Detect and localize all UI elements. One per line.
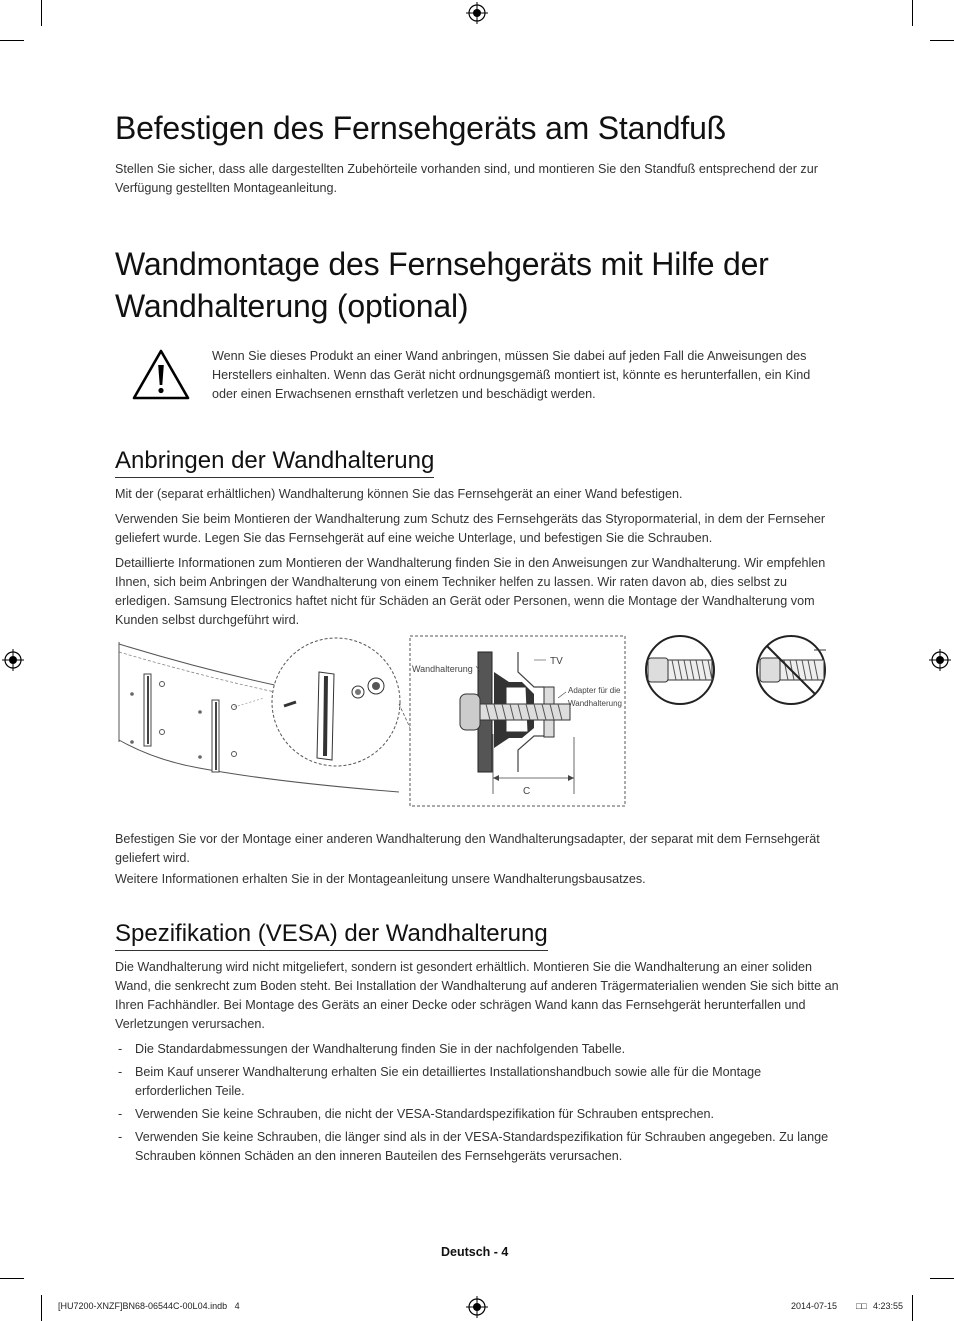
vesa-bullet-item: - Die Standardabmessungen der Wandhalterung finden Sie in der nachfolgenden Tabelle.: [115, 1040, 840, 1059]
vesa-paragraph: Die Wandhalterung wird nicht mitgeliefert, sondern ist gesondert erhältlich. Montieren Sie die Wandhalterung an einer soliden Wand, die senkrecht zum Boden steht. Bei Installation der Wandhalterung auf anderen Trägermaterialien wenden Sie sich bitte an Ihren Fachhändler. Bei Montage des Geräts an einer Decke oder schrägen Wand kann das Fernsehgerät herunterfallen und Verletzungen verursachen.: [115, 960, 839, 1031]
vesa-section-title: Spezifikation (VESA) der Wandhalterung: [115, 919, 548, 951]
stand-section-title: Befestigen des Fernsehgeräts am Standfuß: [115, 110, 727, 146]
vesa-bullet-list: [115, 1040, 840, 1170]
label-wandhalterung: Wandhalterung: [412, 664, 473, 674]
warning-text: Wenn Sie dieses Produkt an einer Wand anbringen, müssen Sie dabei auf jeden Fall die Anweisungen des Herstellers einhalten. Wenn das Gerät nicht ordnungsgemäß montiert ist, könnte es herunterfallen, ein Kind oder einen Erwachsenen ernsthaft verletzen und beschädigt werden.: [212, 349, 811, 401]
label-adapter-2: Wandhalterung: [568, 699, 622, 708]
registration-mark-bottom-icon: [466, 1296, 488, 1318]
warning-triangle-icon: [131, 347, 191, 401]
footer-time: 4:23:55: [873, 1301, 904, 1311]
registration-mark-top-icon: [466, 2, 488, 24]
anbringen-section-title: Anbringen der Wandhalterung: [115, 446, 434, 478]
registration-mark-right-icon: [929, 649, 951, 671]
crop-mark-bottom-right-h: [930, 1278, 954, 1279]
bullet-dash: -: [118, 1130, 123, 1144]
bullet-dash: -: [118, 1065, 123, 1079]
label-tv: TV: [550, 656, 563, 667]
wall-mount-title-line1: Wandmontage des Fernsehgeräts mit Hilfe der: [115, 246, 769, 282]
registration-mark-left-icon: [2, 649, 24, 671]
footer-file-name: [HU7200-XNZF]BN68-06544C-00L04.indb 4: [58, 1301, 240, 1311]
label-adapter-1: Adapter für die: [568, 686, 621, 695]
crop-mark-top-left-h: [0, 40, 24, 41]
bullet-dash: -: [118, 1042, 123, 1056]
crop-mark-bottom-left-v: [41, 1295, 42, 1321]
crop-mark-bottom-right-v: [912, 1295, 913, 1321]
bullet-dash: -: [118, 1107, 123, 1121]
crop-mark-top-right-h: [930, 40, 954, 41]
page-number: Deutsch - 4: [441, 1245, 509, 1259]
anbringen-paragraph-3: Detaillierte Informationen zum Montieren der Wandhalterung finden Sie in den Anweisungen zur Wandhalterung. Wir empfehlen Ihnen, sich beim Anbringen der Wandhalterung von einem Techniker helfen zu lassen. Wir raten davon ab, dies selbst zu erledigen. Samsung Electronics haftet nicht für Schäden an Gerät oder Personen, wenn die Montage der Wandhalterung vom Kunden selbst durchgeführt wird.: [115, 556, 826, 627]
label-c: C: [523, 786, 531, 797]
anbringen-paragraph-4: Befestigen Sie vor der Montage einer anderen Wandhalterung den Wandhalterungsadapter, der separat mit dem Fernsehgerät geliefert wird.: [115, 832, 820, 865]
cross-section-diagram: [410, 636, 625, 806]
wall-mount-figure: [114, 632, 842, 812]
footer-time-glyphs: □□: [856, 1301, 867, 1311]
vesa-bullet-item: - Verwenden Sie keine Schrauben, die nicht der VESA-Standardspezifikation für Schrauben entsprechen.: [115, 1105, 840, 1124]
wall-mount-title-line2: Wandhalterung (optional): [115, 288, 469, 324]
vesa-bullet-item: - Verwenden Sie keine Schrauben, die länger sind als in der VESA-Standardspezifikation für Schrauben angegeben. Zu lange Schrauben können Schäden an den inneren Bauteilen des Fernsehgeräts verursachen.: [118, 1130, 829, 1163]
footer-date: 2014-07-15: [791, 1301, 838, 1311]
screw-not-ok-icon: [757, 636, 826, 704]
crop-mark-top-right-v: [912, 0, 913, 26]
vesa-bullet-item: - Beim Kauf unserer Wandhalterung erhalten Sie ein detailliertes Installationshandbuch sowie alle für die Montage erforderlichen Teile.: [118, 1065, 762, 1098]
stand-section-text: Stellen Sie sicher, dass alle dargestellten Zubehörteile vorhanden sind, und montieren Sie den Standfuß entsprechend der zur Verfügung gestellten Montageanleitung.: [115, 162, 818, 195]
crop-mark-bottom-left-h: [0, 1278, 24, 1279]
crop-mark-top-left-v: [41, 0, 42, 26]
screw-ok-icon: [646, 636, 714, 704]
anbringen-paragraph-5: Weitere Informationen erhalten Sie in der Montageanleitung unsere Wandhalterungsbausatzes.: [115, 872, 646, 886]
anbringen-paragraph-1: Mit der (separat erhältlichen) Wandhalterung können Sie das Fernsehgerät an einer Wand befestigen.: [115, 487, 683, 501]
anbringen-paragraph-2: Verwenden Sie beim Montieren der Wandhalterung zum Schutz des Fernsehgeräts das Styropormaterial, in dem der Fernseher geliefert wurde. Legen Sie das Fernsehgerät auf eine weiche Unterlage, und befestigen Sie die Schrauben.: [115, 512, 826, 545]
